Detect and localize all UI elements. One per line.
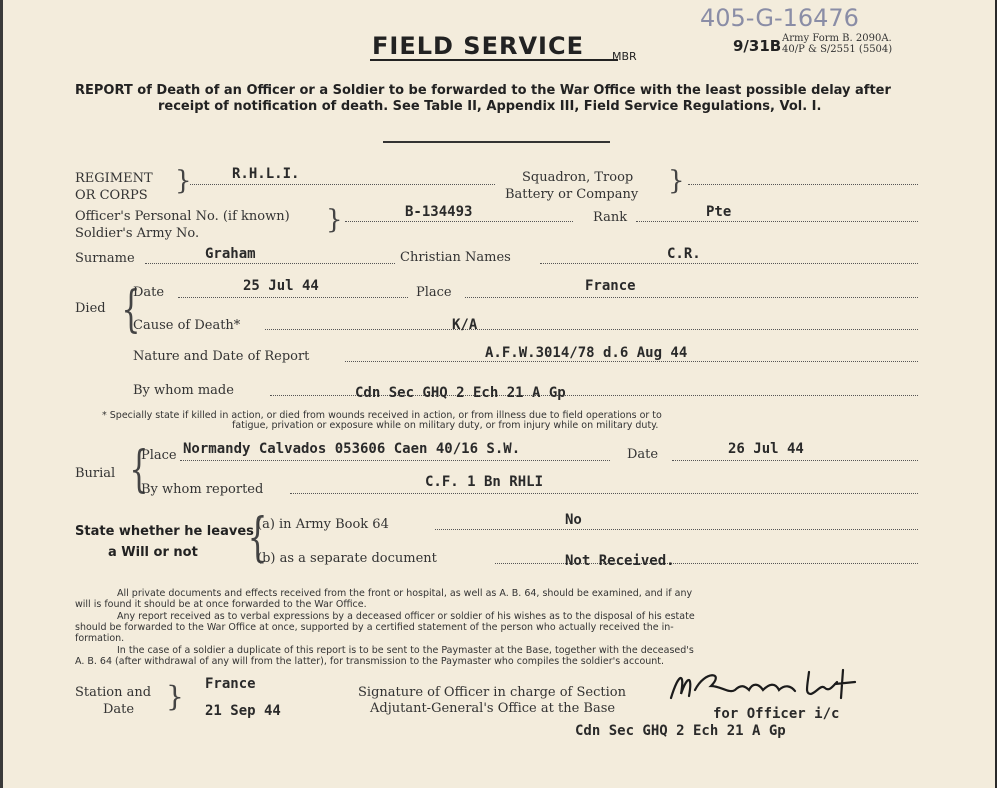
label-will-question-1: State whether he leaves [75, 524, 254, 539]
label-station-and: Station and [75, 685, 152, 700]
form-ref-line2: 40/P & S/2551 (5504) [782, 44, 893, 55]
label-nature: Nature and Date of Report [133, 349, 310, 364]
by-whom-made-value: Cdn Sec GHQ 2 Ech 21 A Gp [355, 385, 566, 401]
instr-p3-line-2: A. B. 64 (after withdrawal of any will from the latter), for transmission to the Paymaster who compiles the soldier's account. [75, 656, 665, 667]
label-burial-date: Date [627, 447, 659, 462]
station-date-value: 21 Sep 44 [205, 703, 281, 719]
instr-p1-line-2: will is found it should be at once forwarded to the War Office. [75, 599, 367, 610]
title-suffix: MBR [612, 50, 637, 63]
rank-line [636, 221, 918, 222]
form-ref-line1: Army Form B. 2090A. [782, 33, 892, 44]
label-signature-line-2: Adjutant-General's Office at the Base [370, 701, 616, 716]
army-no-line [345, 221, 573, 222]
regiment-value: R.H.L.I. [232, 166, 300, 182]
brace: { [129, 440, 149, 498]
signature-graphic [665, 664, 895, 708]
army-no-value: B-134493 [405, 204, 473, 220]
rank-value: Pte [706, 204, 732, 220]
brace: } [175, 166, 192, 196]
intro-line-1: REPORT of Death of an Officer or a Soldier to be forwarded to the War Office with the least possible delay after [75, 83, 891, 98]
burial-place-value: Normandy Calvados 053606 Caen 40/16 S.W. [183, 441, 521, 457]
squadron-line [688, 184, 918, 185]
header-divider [383, 141, 610, 143]
title-underline [370, 59, 618, 61]
label-burial: Burial [75, 466, 116, 481]
signature-for-officer: for Officer i/c [713, 706, 840, 722]
label-died-place: Place [416, 285, 452, 300]
reported-value: C.F. 1 Bn RHLI [425, 474, 544, 490]
burial-place-line [180, 460, 610, 461]
brace: } [326, 205, 343, 235]
file-number: 405-G-16476 [700, 4, 859, 32]
form-number: 9/31B [733, 37, 782, 55]
christian-names-line [540, 263, 918, 264]
regiment-line [190, 184, 495, 185]
footnote-line-2: fatigue, privation or exposure while on military duty, or from injury while on military duty. [232, 420, 659, 431]
instr-p1-line-1: All private documents and effects received from the front or hospital, as well as A. B. 64, should be examined, and if any [117, 588, 693, 599]
label-will-b: (b) as a separate document [257, 551, 437, 566]
label-station-date: Date [103, 702, 135, 717]
instr-p3-line-1: In the case of a soldier a duplicate of this report is to be sent to the Paymaster at the Base, together with the deceased's [117, 645, 694, 656]
nature-line [345, 361, 918, 362]
label-or-corps: OR CORPS [75, 188, 148, 203]
burial-date-line [672, 460, 918, 461]
form-title: FIELD SERVICE [372, 32, 584, 60]
label-cause: Cause of Death* [133, 318, 241, 333]
label-christian-names: Christian Names [400, 250, 511, 265]
signature-unit: Cdn Sec GHQ 2 Ech 21 A Gp [575, 723, 786, 739]
died-place-line [465, 297, 918, 298]
intro-line-2: receipt of notification of death. See Table II, Appendix III, Field Service Regulations, Vol. I. [158, 99, 822, 114]
died-place-value: France [585, 278, 636, 294]
label-died-date: Date [133, 285, 165, 300]
brace: { [121, 280, 141, 338]
label-will-question-2: a Will or not [108, 545, 198, 560]
will-a-line [435, 529, 918, 530]
brace: } [166, 680, 184, 713]
label-officer-no: Officer's Personal No. (if known) [75, 209, 290, 224]
will-b-value: Not Received. [565, 553, 675, 569]
instr-p2-line-3: formation. [75, 633, 125, 644]
will-a-value: No [565, 512, 582, 528]
instr-p2-line-2: should be forwarded to the War Office at once, supported by a certified statement of the person who actually received the in- [75, 622, 674, 633]
label-by-whom-made: By whom made [133, 383, 234, 398]
label-surname: Surname [75, 251, 135, 266]
label-died: Died [75, 301, 106, 316]
label-soldier-no: Soldier's Army No. [75, 226, 200, 241]
cause-line [265, 329, 918, 330]
reported-line [290, 493, 918, 494]
label-burial-place: Place [141, 448, 177, 463]
nature-value: A.F.W.3014/78 d.6 Aug 44 [485, 345, 688, 361]
label-by-whom-reported: By whom reported [141, 482, 264, 497]
label-regiment: REGIMENT [75, 171, 153, 186]
scan-edge [0, 0, 3, 788]
will-b-line [495, 563, 918, 564]
brace: } [668, 166, 685, 196]
label-will-a: (a) in Army Book 64 [257, 517, 389, 532]
surname-value: Graham [205, 246, 256, 262]
burial-date-value: 26 Jul 44 [728, 441, 804, 457]
station-value: France [205, 676, 256, 692]
label-squadron: Squadron, Troop [522, 170, 634, 185]
died-date-value: 25 Jul 44 [243, 278, 319, 294]
christian-names-value: C.R. [667, 246, 701, 262]
died-date-line [178, 297, 408, 298]
label-battery: Battery or Company [505, 187, 639, 202]
surname-line [145, 263, 395, 264]
label-signature-line-1: Signature of Officer in charge of Section [358, 685, 626, 700]
label-rank: Rank [593, 210, 628, 225]
instr-p2-line-1: Any report received as to verbal expressions by a deceased officer or soldier of his wishes as to the disposal of his estate [117, 611, 695, 622]
footnote-line-1: * Specially state if killed in action, or died from wounds received in action, or from illness due to field operations or to [102, 410, 662, 421]
cause-value: K/A [452, 317, 478, 333]
brace: { [247, 508, 268, 568]
